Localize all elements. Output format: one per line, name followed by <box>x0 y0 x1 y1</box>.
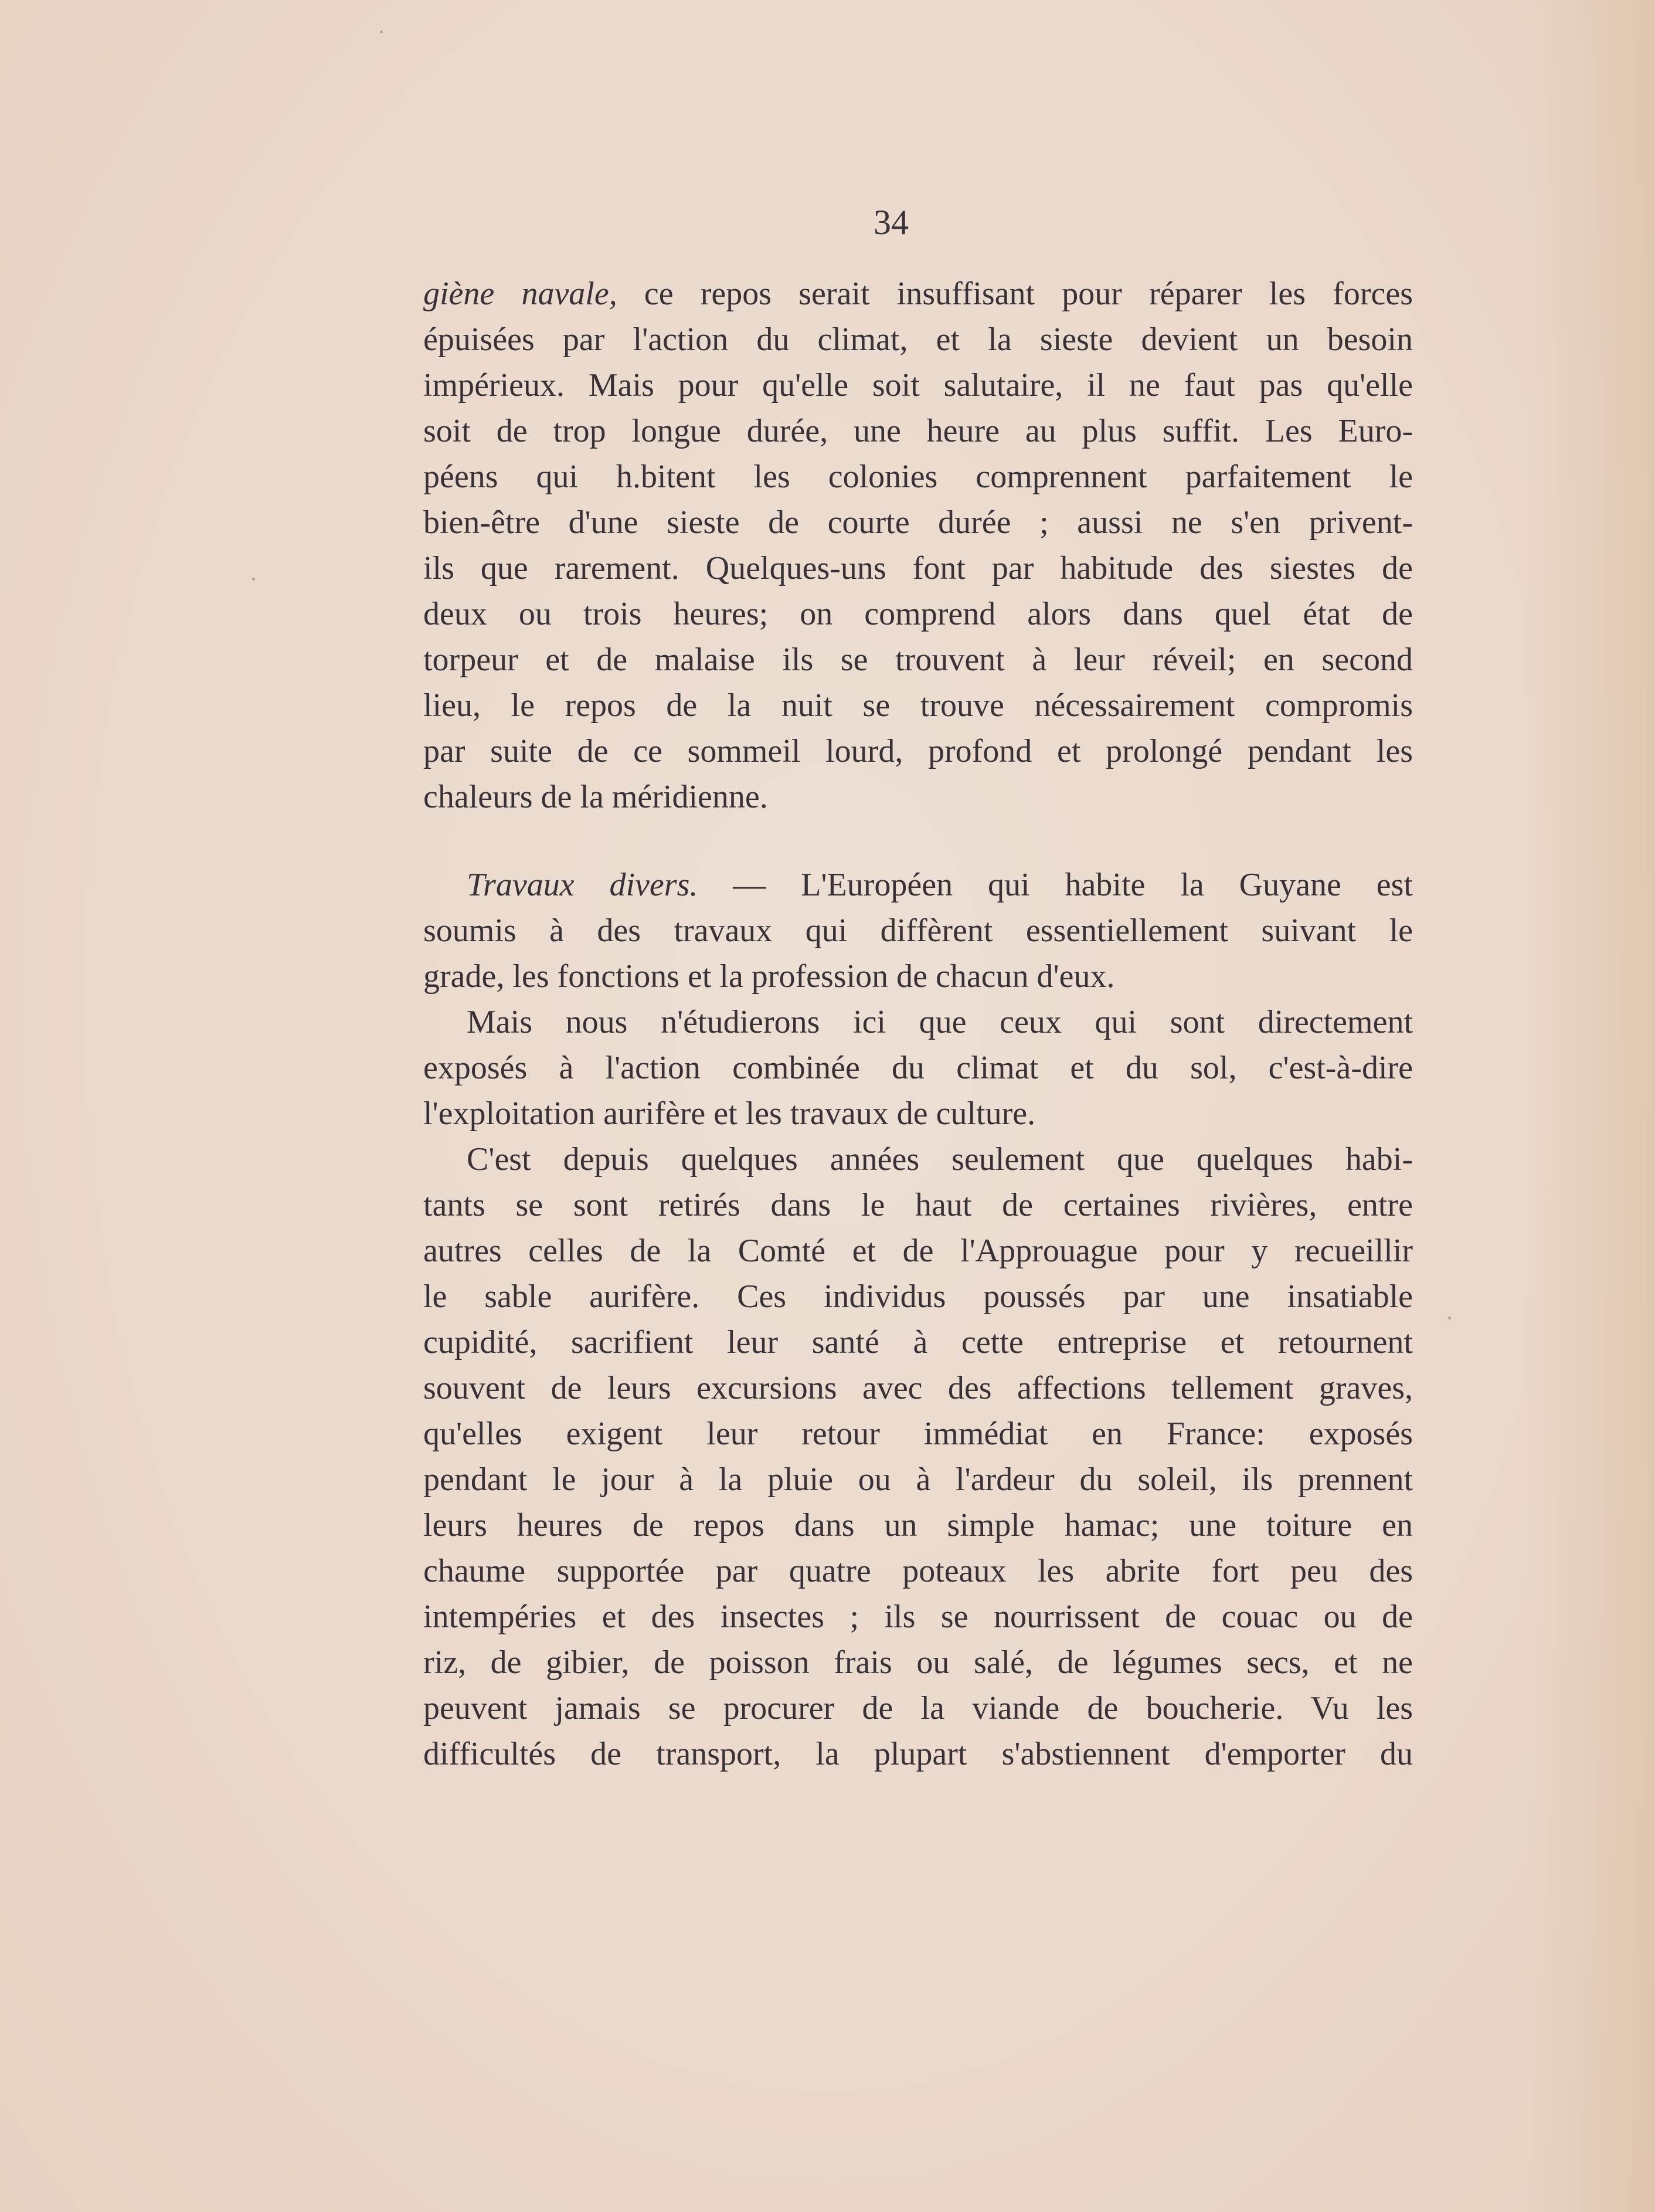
italic-lead: giène navale, <box>423 276 617 312</box>
text-line: bien-être d'une sieste de courte durée ; aussi ne s'en privent- <box>423 504 1413 541</box>
page-edge-shading <box>1526 0 1655 2212</box>
text-line: torpeur et de malaise ils se trouvent à leur réveil; en second <box>423 642 1413 678</box>
text-line: C'est depuis quelques années seulement que quelques habi- <box>467 1141 1413 1178</box>
text-line: soumis à des travaux qui diffèrent essentiellement suivant le <box>423 912 1413 949</box>
paragraph-gap <box>423 820 1413 862</box>
text-line: ils que rarement. Quelques-uns font par habitude des siestes de <box>423 550 1413 586</box>
text-line: deux ou trois heures; on comprend alors dans quel état de <box>423 596 1413 632</box>
text-line: cupidité, sacrifient leur santé à cette entreprise et retournent <box>423 1324 1413 1361</box>
text-line: impérieux. Mais pour qu'elle soit salutaire, il ne faut pas qu'elle <box>423 367 1413 403</box>
page-number: 34 <box>874 203 909 242</box>
text-line: soit de trop longue durée, une heure au plus suffit. Les Euro- <box>423 413 1413 449</box>
text-line: exposés à l'action combinée du climat et du sol, c'est-à-dire <box>423 1050 1413 1086</box>
text-line: chaume supportée par quatre poteaux les abrite fort peu des <box>423 1553 1413 1589</box>
text-line: lieu, le repos de la nuit se trouve nécessairement compromis <box>423 687 1413 724</box>
paper-speck <box>252 578 255 581</box>
text-line: l'exploitation aurifère et les travaux de culture. <box>423 1095 1036 1132</box>
text-line: difficultés de transport, la plupart s'abstiennent d'emporter du <box>423 1736 1413 1772</box>
text-line: Travaux divers. — L'Européen qui habite la Guyane est <box>467 867 1413 903</box>
text-line: riz, de gibier, de poisson frais ou salé, de légumes secs, et ne <box>423 1644 1413 1681</box>
text-line: souvent de leurs excursions avec des affections tellement graves, <box>423 1370 1413 1406</box>
text-line: par suite de ce sommeil lourd, profond et prolongé pendant les <box>423 733 1413 769</box>
text-line: chaleurs de la méridienne. <box>423 779 768 815</box>
text-line: giène navale, ce repos serait insuffisant pour réparer les forces <box>423 276 1413 312</box>
paragraph-exploitation-aurifere <box>423 1136 1413 1777</box>
paragraph-travaux-divers <box>423 862 1413 999</box>
paper-speck <box>380 30 383 33</box>
text-line: Mais nous n'étudierons ici que ceux qui sont directement <box>467 1004 1413 1040</box>
text-line: péens qui h.bitent les colonies comprennent parfaitement le <box>423 459 1413 495</box>
text-line: leurs heures de repos dans un simple hamac; une toiture en <box>423 1507 1413 1543</box>
section-heading: Travaux divers. <box>467 867 698 903</box>
text-line: intempéries et des insectes ; ils se nourrissent de couac ou de <box>423 1599 1413 1635</box>
text-line: qu'elles exigent leur retour immédiat en France: exposés <box>423 1416 1413 1452</box>
paper-speck <box>1448 1317 1451 1319</box>
text-line: épuisées par l'action du climat, et la sieste devient un besoin <box>423 321 1413 358</box>
paragraph-etude <box>423 999 1413 1136</box>
text-line: pendant le jour à la pluie ou à l'ardeur du soleil, ils prennent <box>423 1461 1413 1498</box>
text-line: autres celles de la Comté et de l'Approuague pour y recueillir <box>423 1233 1413 1269</box>
text-line: grade, les fonctions et la profession de chacun d'eux. <box>423 958 1115 995</box>
text-line: tants se sont retirés dans le haut de certaines rivières, entre <box>423 1187 1413 1223</box>
body-text <box>423 271 1413 1777</box>
text-line: le sable aurifère. Ces individus poussés par une insatiable <box>423 1278 1413 1315</box>
text-line: peuvent jamais se procurer de la viande de boucherie. Vu les <box>423 1690 1413 1726</box>
paragraph-sieste <box>423 271 1413 820</box>
